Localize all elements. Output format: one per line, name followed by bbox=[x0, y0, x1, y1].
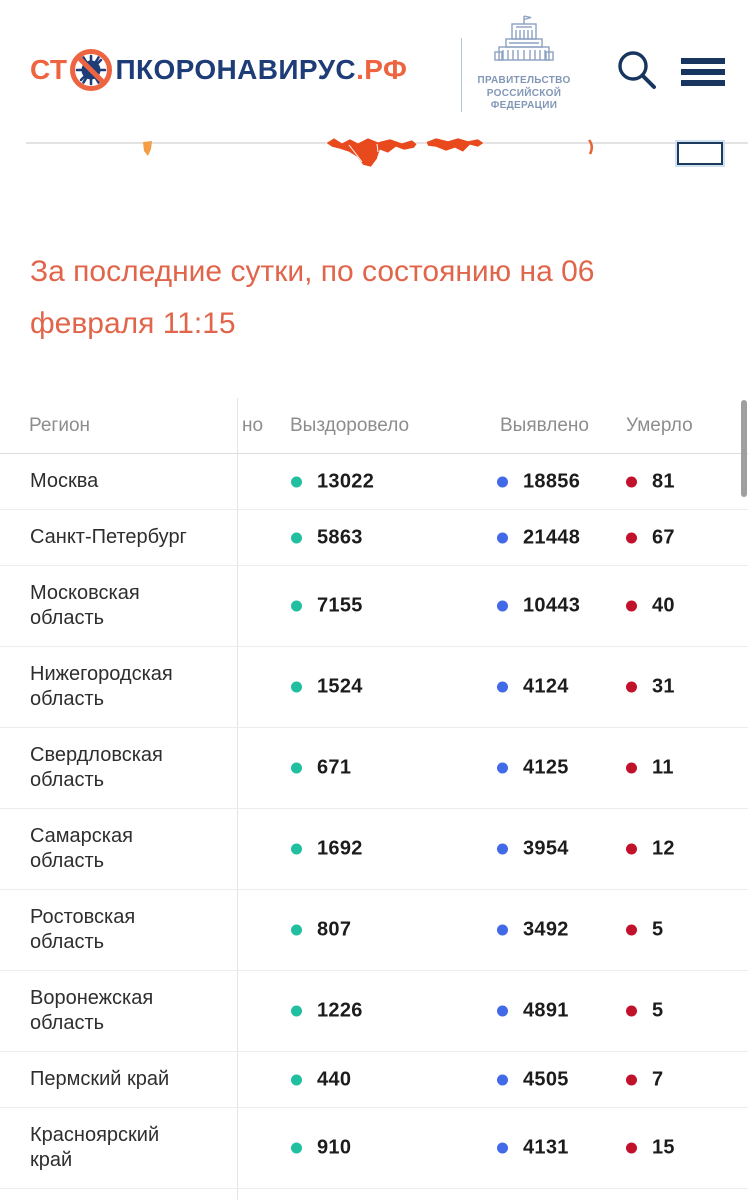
region-name: Свердловская область bbox=[30, 744, 163, 791]
table-row bbox=[0, 971, 748, 1052]
recovered-dot-icon bbox=[291, 532, 302, 543]
recovered-cell: 440 bbox=[291, 1068, 351, 1091]
map-control-button[interactable] bbox=[677, 142, 723, 165]
column-header-region: Регион bbox=[29, 414, 91, 436]
confirmed-cell: 4891 bbox=[497, 1000, 569, 1023]
logo-text-rf: .РФ bbox=[356, 54, 408, 85]
confirmed-dot-icon bbox=[497, 1143, 508, 1154]
search-icon bbox=[612, 45, 662, 95]
region-name: Санкт-Петербург bbox=[30, 526, 187, 548]
deaths-cell: 5 bbox=[626, 919, 663, 942]
recovered-dot-icon bbox=[291, 844, 302, 855]
regions-table bbox=[0, 398, 748, 1189]
confirmed-cell: 4131 bbox=[497, 1137, 569, 1160]
menu-icon bbox=[681, 58, 725, 64]
logo-text-main: ПКОРОНАВИРУС bbox=[115, 54, 357, 85]
confirmed-cell: 10443 bbox=[497, 595, 580, 618]
deaths-dot-icon bbox=[626, 763, 637, 774]
table-row bbox=[0, 1052, 748, 1108]
confirmed-dot-icon bbox=[497, 844, 508, 855]
region-name: Москва bbox=[30, 470, 99, 492]
confirmed-cell: 4124 bbox=[497, 676, 569, 699]
deaths-cell: 5 bbox=[626, 1000, 663, 1023]
confirmed-cell: 4125 bbox=[497, 757, 569, 780]
confirmed-dot-icon bbox=[497, 532, 508, 543]
search-button[interactable] bbox=[612, 45, 662, 95]
table-row bbox=[0, 510, 748, 566]
recovered-dot-icon bbox=[291, 1143, 302, 1154]
deaths-dot-icon bbox=[626, 925, 637, 936]
recovered-dot-icon bbox=[291, 1074, 302, 1085]
deaths-cell: 31 bbox=[626, 676, 675, 699]
deaths-dot-icon bbox=[626, 1006, 637, 1017]
confirmed-cell: 21448 bbox=[497, 526, 580, 549]
confirmed-dot-icon bbox=[497, 925, 508, 936]
deaths-dot-icon bbox=[626, 1143, 637, 1154]
russia-map-fragment[interactable] bbox=[0, 128, 748, 190]
table-header-row bbox=[0, 398, 748, 454]
region-name: Московская область bbox=[30, 582, 140, 629]
recovered-cell: 7155 bbox=[291, 595, 363, 618]
confirmed-dot-icon bbox=[497, 1006, 508, 1017]
recovered-dot-icon bbox=[291, 682, 302, 693]
government-label: ПРАВИТЕЛЬСТВО РОССИЙСКОЙ ФЕДЕРАЦИИ bbox=[477, 75, 571, 111]
menu-button[interactable] bbox=[681, 56, 725, 88]
region-name: Нижегородская область bbox=[30, 663, 173, 710]
header-divider bbox=[461, 38, 462, 112]
deaths-dot-icon bbox=[626, 1074, 637, 1085]
column-header-confirmed: Выявлено bbox=[500, 414, 589, 436]
recovered-dot-icon bbox=[291, 476, 302, 487]
site-logo[interactable] bbox=[30, 46, 407, 94]
confirmed-dot-icon bbox=[497, 1074, 508, 1085]
confirmed-dot-icon bbox=[497, 476, 508, 487]
deaths-cell: 40 bbox=[626, 595, 675, 618]
region-name: Ростовская область bbox=[30, 906, 136, 953]
recovered-dot-icon bbox=[291, 763, 302, 774]
recovered-cell: 1226 bbox=[291, 1000, 363, 1023]
deaths-dot-icon bbox=[626, 476, 637, 487]
map-strip bbox=[0, 128, 748, 190]
recovered-dot-icon bbox=[291, 601, 302, 612]
deaths-dot-icon bbox=[626, 682, 637, 693]
recovered-cell: 910 bbox=[291, 1137, 351, 1160]
region-name: Красноярский край bbox=[30, 1124, 160, 1171]
confirmed-cell: 4505 bbox=[497, 1068, 569, 1091]
government-building-icon bbox=[494, 14, 554, 72]
confirmed-cell: 18856 bbox=[497, 470, 580, 493]
confirmed-dot-icon bbox=[497, 682, 508, 693]
recovered-cell: 671 bbox=[291, 757, 351, 780]
confirmed-cell: 3492 bbox=[497, 919, 569, 942]
recovered-dot-icon bbox=[291, 1006, 302, 1017]
table-row bbox=[0, 728, 748, 809]
confirmed-dot-icon bbox=[497, 763, 508, 774]
deaths-cell: 7 bbox=[626, 1068, 663, 1091]
table-row bbox=[0, 566, 748, 647]
section-title: За последние сутки, по состоянию на 06 февраля 11:15 bbox=[30, 255, 595, 340]
scrollbar-thumb[interactable] bbox=[741, 400, 747, 497]
region-name: Пермский край bbox=[30, 1068, 170, 1090]
table-row bbox=[0, 809, 748, 890]
region-name: Самарская область bbox=[30, 825, 133, 872]
column-header-deaths: Умерло bbox=[626, 414, 693, 436]
recovered-dot-icon bbox=[291, 925, 302, 936]
confirmed-cell: 3954 bbox=[497, 838, 569, 861]
recovered-cell: 807 bbox=[291, 919, 351, 942]
deaths-dot-icon bbox=[626, 532, 637, 543]
government-emblem[interactable] bbox=[476, 14, 572, 113]
deaths-cell: 67 bbox=[626, 526, 675, 549]
recovered-cell: 13022 bbox=[291, 470, 374, 493]
no-virus-icon bbox=[68, 47, 114, 93]
deaths-cell: 15 bbox=[626, 1137, 675, 1160]
recovered-cell: 1524 bbox=[291, 676, 363, 699]
table-row bbox=[0, 890, 748, 971]
table-row bbox=[0, 454, 748, 510]
site-header bbox=[0, 0, 748, 128]
table-row bbox=[0, 647, 748, 728]
region-name: Воронежская область bbox=[30, 987, 154, 1034]
deaths-cell: 81 bbox=[626, 470, 675, 493]
deaths-cell: 12 bbox=[626, 838, 675, 861]
recovered-cell: 5863 bbox=[291, 526, 363, 549]
column-header-recovered: Выздоровело bbox=[290, 414, 410, 436]
deaths-dot-icon bbox=[626, 844, 637, 855]
deaths-dot-icon bbox=[626, 601, 637, 612]
deaths-cell: 11 bbox=[626, 757, 674, 780]
table-row bbox=[0, 1108, 748, 1189]
confirmed-dot-icon bbox=[497, 601, 508, 612]
recovered-cell: 1692 bbox=[291, 838, 363, 861]
logo-text-st: СТ bbox=[30, 54, 68, 85]
column-header-partial: но bbox=[242, 414, 264, 436]
